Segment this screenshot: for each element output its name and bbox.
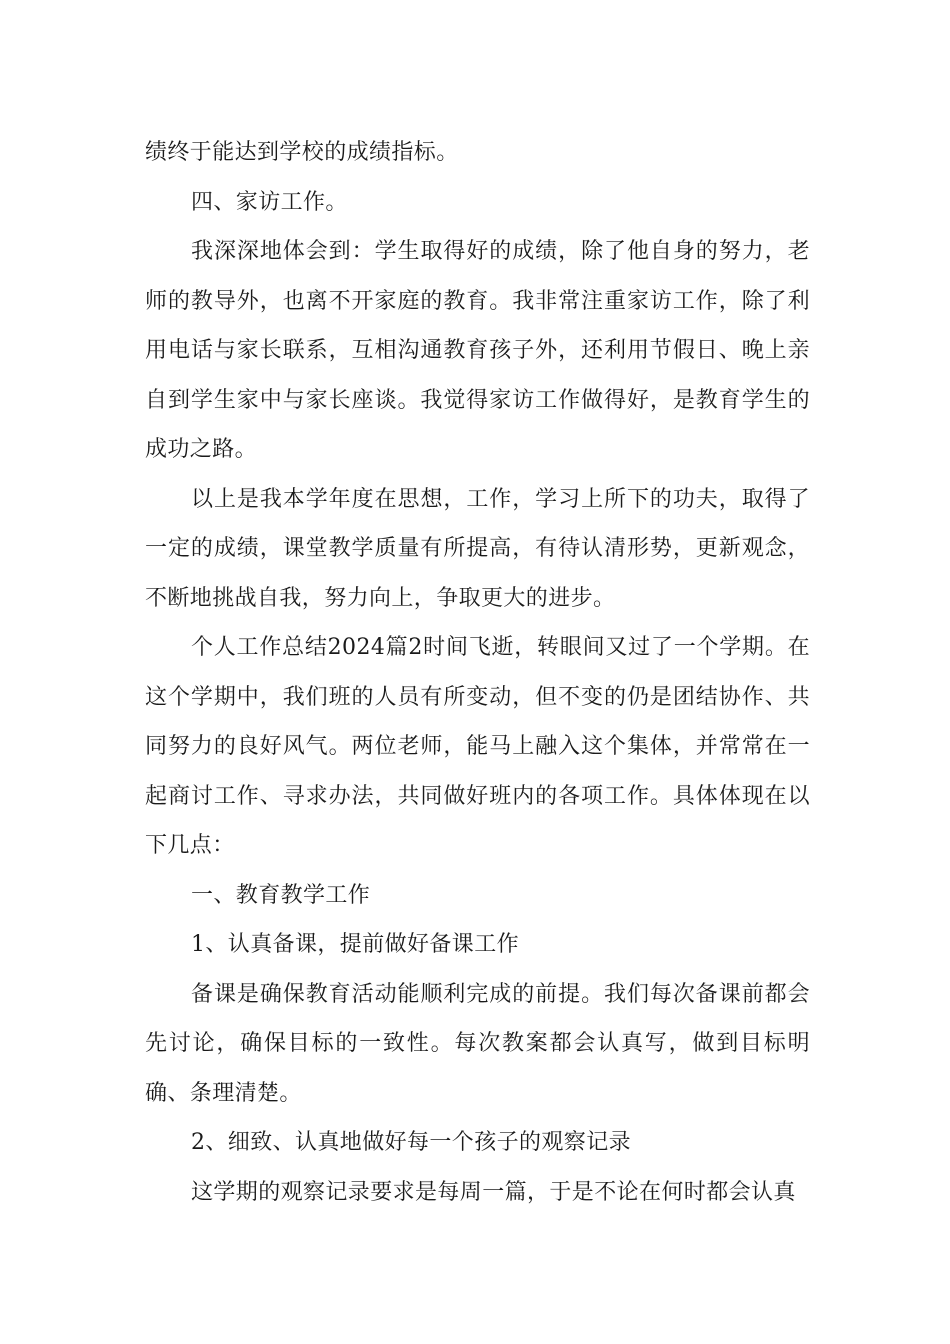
paragraph-home-visit: 我深深地体会到：学生取得好的成绩，除了他自身的努力，老师的教导外，也离不开家庭的教育。我非常注重家访工作，除了利用电话与家长联系，互相沟通教育孩子外，还利用节假日、晚上亲自到学生家中与家长座谈。我觉得家访工作做得好，是教育学生的成功之路。 — [145, 239, 810, 462]
paragraph-observation: 这学期的观察记录要求是每周一篇，于是不论在何时都会认真 — [191, 1179, 796, 1205]
document-body — [145, 128, 810, 1217]
subheading-observation: 2、细致、认真地做好每一个孩子的观察记录 — [191, 1130, 631, 1155]
paragraph-second-summary-intro: 个人工作总结2024篇2时间飞逝，转眼间又过了一个学期。在这个学期中，我们班的人员有所变动，但不变的仍是团结协作、共同努力的良好风气。两位老师，能马上融入这个集体，并常常在一起商讨工作、寻求办法，共同做好班内的各项工作。具体体现在以下几点： — [145, 635, 810, 858]
section-heading-home-visit: 四、家访工作。 — [191, 189, 348, 215]
subheading-lesson-prep: 1、认真备课，提前做好备课工作 — [191, 932, 519, 957]
paragraph-lesson-prep: 备课是确保教育活动能顺利完成的前提。我们每次备课前都会先讨论，确保目标的一致性。每次教案都会认真写，做到目标明确、条理清楚。 — [145, 981, 810, 1106]
section-heading-teaching: 一、教育教学工作 — [191, 882, 371, 908]
paragraph-summary: 以上是我本学年度在思想，工作，学习上所下的功夫，取得了一定的成绩，课堂教学质量有所提高，有待认清形势，更新观念，不断地挑战自我，努力向上，争取更大的进步。 — [145, 486, 810, 611]
paragraph-continuation: 绩终于能达到学校的成绩指标。 — [145, 140, 459, 165]
